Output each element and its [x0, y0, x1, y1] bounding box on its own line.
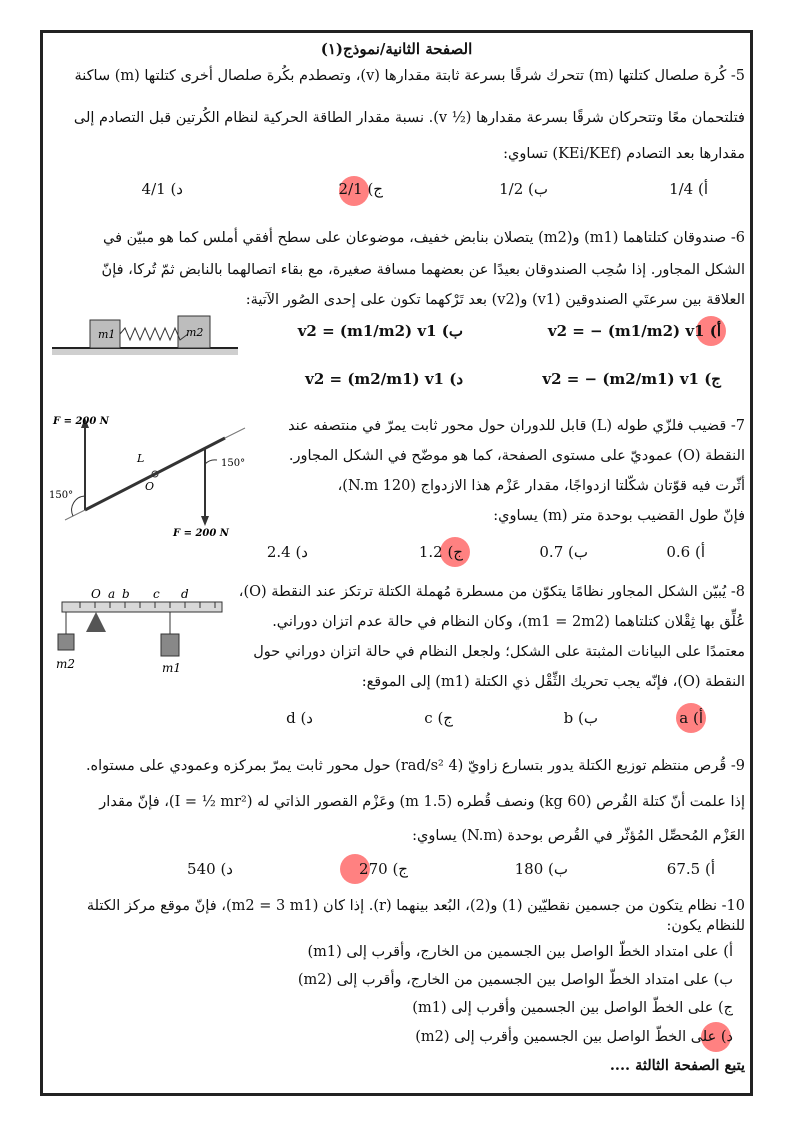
- q6-option-d[interactable]: د) v2 = (m2/m1) v1: [305, 370, 463, 388]
- q10-option-b[interactable]: ب) على امتداد الخطّ الواصل بين الجسمين من الخارج، وأقرب إلى (m2): [297, 972, 733, 988]
- q8-option-c[interactable]: ج) c: [424, 709, 453, 727]
- m2-label: m2: [56, 657, 76, 671]
- q6-spring-figure: [50, 310, 240, 356]
- q5-line2: فتلتحمان معًا وتتحركان شرقًا بسرعة مقدارها (½ v). نسبة مقدار الطاقة الحركية لنظام الكُرتين قبل التصادم إلى: [73, 110, 745, 126]
- force-bottom-label: F = 200 N: [173, 528, 229, 539]
- m1-label: m1: [162, 661, 182, 675]
- q5-line1: 5- كُرة صلصال كتلتها (m) تتحرك شرقًا بسرعة ثابتة مقدارها (v)، وتصطدم بكُرة صلصال أخرى كتلتها (m) ساكنة: [74, 68, 745, 84]
- q6-line3: العلاقة بين سرعتَي الصندوقين (v1) و(v2) بعد تَرْكهما تكون على إحدى الصُور الآتية:: [245, 292, 745, 308]
- point-d-label: d: [181, 587, 189, 601]
- point-o-label: O: [91, 587, 101, 601]
- q9-line3: العَزْم المُحصِّل المُؤثّر في القُرص بوحدة (N.m) يساوي:: [412, 828, 745, 844]
- q9-option-a[interactable]: أ) 67.5: [666, 860, 715, 878]
- q6-option-b[interactable]: ب) v2 = (m1/m2) v1: [297, 322, 463, 340]
- m2-label: m2: [186, 326, 204, 339]
- q10-option-c[interactable]: ج) على الخطّ الواصل بين الجسمين وأقرب إلى (m1): [412, 1000, 733, 1016]
- rod-label: L: [137, 452, 145, 465]
- q8-line3: معتمدًا على البيانات المثبتة على الشكل؛ ولجعل النظام في حالة اتزان دوراني حول: [253, 644, 745, 660]
- q9-line2: إذا علمت أنّ كتلة القُرص (60 kg) ونصف قُطره (1.5 m) وعَزْم القصور الذاتي له (I = ½ mr²)، فإنّ مقدار: [99, 794, 745, 810]
- q9-option-b[interactable]: ب) 180: [514, 860, 568, 878]
- q6-option-c[interactable]: ج) v2 = − (m2/m1) v1: [542, 370, 721, 388]
- q9-option-d[interactable]: د) 540: [187, 860, 233, 878]
- q8-option-a[interactable]: أ) a: [679, 709, 703, 727]
- q5-option-b[interactable]: ب) 1/2: [499, 180, 548, 198]
- page-title: الصفحة الثانية/نموذج(١): [320, 40, 473, 58]
- q10-line2: للنظام يكون:: [666, 918, 745, 934]
- page-footer: يتبع الصفحة الثالثة ....: [609, 1057, 745, 1074]
- q7-option-c[interactable]: ج) 1.2: [418, 543, 463, 561]
- point-a-label: a: [108, 587, 116, 601]
- m1-label: m1: [98, 328, 116, 341]
- q7-line4: فإنّ طول القضيب بوحدة متر (m) يساوي:: [493, 508, 745, 524]
- q5-line3: مقدارها بعد التصادم (KEi/KEf) تساوي:: [503, 146, 745, 162]
- q10-line1: 10- نظام يتكون من جسمين نقطيّين (1) و(2)، البُعد بينهما (r). إذا كان (m2 = 3 m1)، فإنّ موقع مركز الكتلة: [86, 898, 745, 914]
- q8-line4: النقطة (O)، فإنّه يجب تحريك الثِّقْل ذي الكتلة (m1) إلى الموقع:: [361, 674, 745, 690]
- q6-option-a[interactable]: أ) v2 = − (m1/m2) v1: [547, 322, 721, 340]
- q8-line1: 8- يُبيّن الشكل المجاور نظامًا يتكوّن من مسطرة مُهملة الكتلة ترتكز عند النقطة (O)،: [238, 584, 745, 600]
- q6-line2: الشكل المجاور. إذا سُحِب الصندوقان بعيدًا عن بعضهما مسافة صغيرة، مع بقاء اتصالهما بالنابض ثمّ تُركا، فإنّ: [101, 262, 745, 278]
- point-b-label: b: [122, 587, 130, 601]
- angle-left-label: 150°: [49, 490, 74, 501]
- q5-option-a[interactable]: أ) 1/4: [669, 180, 708, 198]
- q10-option-d[interactable]: د) على الخطّ الواصل بين الجسمين وأقرب إلى (m2): [415, 1029, 733, 1045]
- q7-option-a[interactable]: أ) 0.6: [666, 543, 705, 561]
- point-c-label: c: [153, 587, 160, 601]
- angle-right-label: 150°: [221, 458, 246, 469]
- q8-option-b[interactable]: ب) b: [563, 709, 598, 727]
- q7-line3: أثّرت فيه قوّتان شكّلتا ازدواجًا، مقدار عَزْم هذا الازدواج (120 N.m)،: [337, 478, 745, 494]
- q6-line1: 6- صندوقان كتلتاهما (m1) و(m2) يتصلان بنابض خفيف، موضوعان على سطح أفقي أملس كما هو مبيّن في: [103, 230, 745, 246]
- q5-option-d[interactable]: د) 4/1: [141, 180, 183, 198]
- q8-ruler-figure: [50, 586, 240, 676]
- q10-option-a[interactable]: أ) على امتداد الخطّ الواصل بين الجسمين من الخارج، وأقرب إلى (m1): [307, 944, 733, 960]
- q7-line2: النقطة (O) عموديّ على مستوى الصفحة، كما هو موضّح في الشكل المجاور.: [288, 448, 745, 464]
- q9-option-c[interactable]: ج) 270: [359, 860, 408, 878]
- q9-line1: 9- قُرص منتظم توزيع الكتلة يدور بتسارع زاويّ (4 rad/s²) حول محور ثابت يمرّ بمركزه وعمودي على مستواه.: [85, 758, 745, 774]
- q7-couple-figure: [45, 410, 255, 540]
- force-top-label: F = 200 N: [53, 416, 109, 427]
- q8-line2: عُلِّق بها ثِقْلان كتلتاهما (m1 = 2m2)، وكان النظام في حالة عدم اتزان دوراني.: [272, 614, 745, 630]
- q7-line1: 7- قضيب فلزّي طوله (L) قابل للدوران حول محور ثابت يمرّ في منتصفه عند: [288, 418, 745, 434]
- q7-option-d[interactable]: د) 2.4: [266, 543, 308, 561]
- q8-option-d[interactable]: د) d: [286, 709, 313, 727]
- q5-option-c[interactable]: ج) 2/1: [338, 180, 383, 198]
- q7-option-b[interactable]: ب) 0.7: [539, 543, 588, 561]
- pivot-label: O: [145, 480, 155, 493]
